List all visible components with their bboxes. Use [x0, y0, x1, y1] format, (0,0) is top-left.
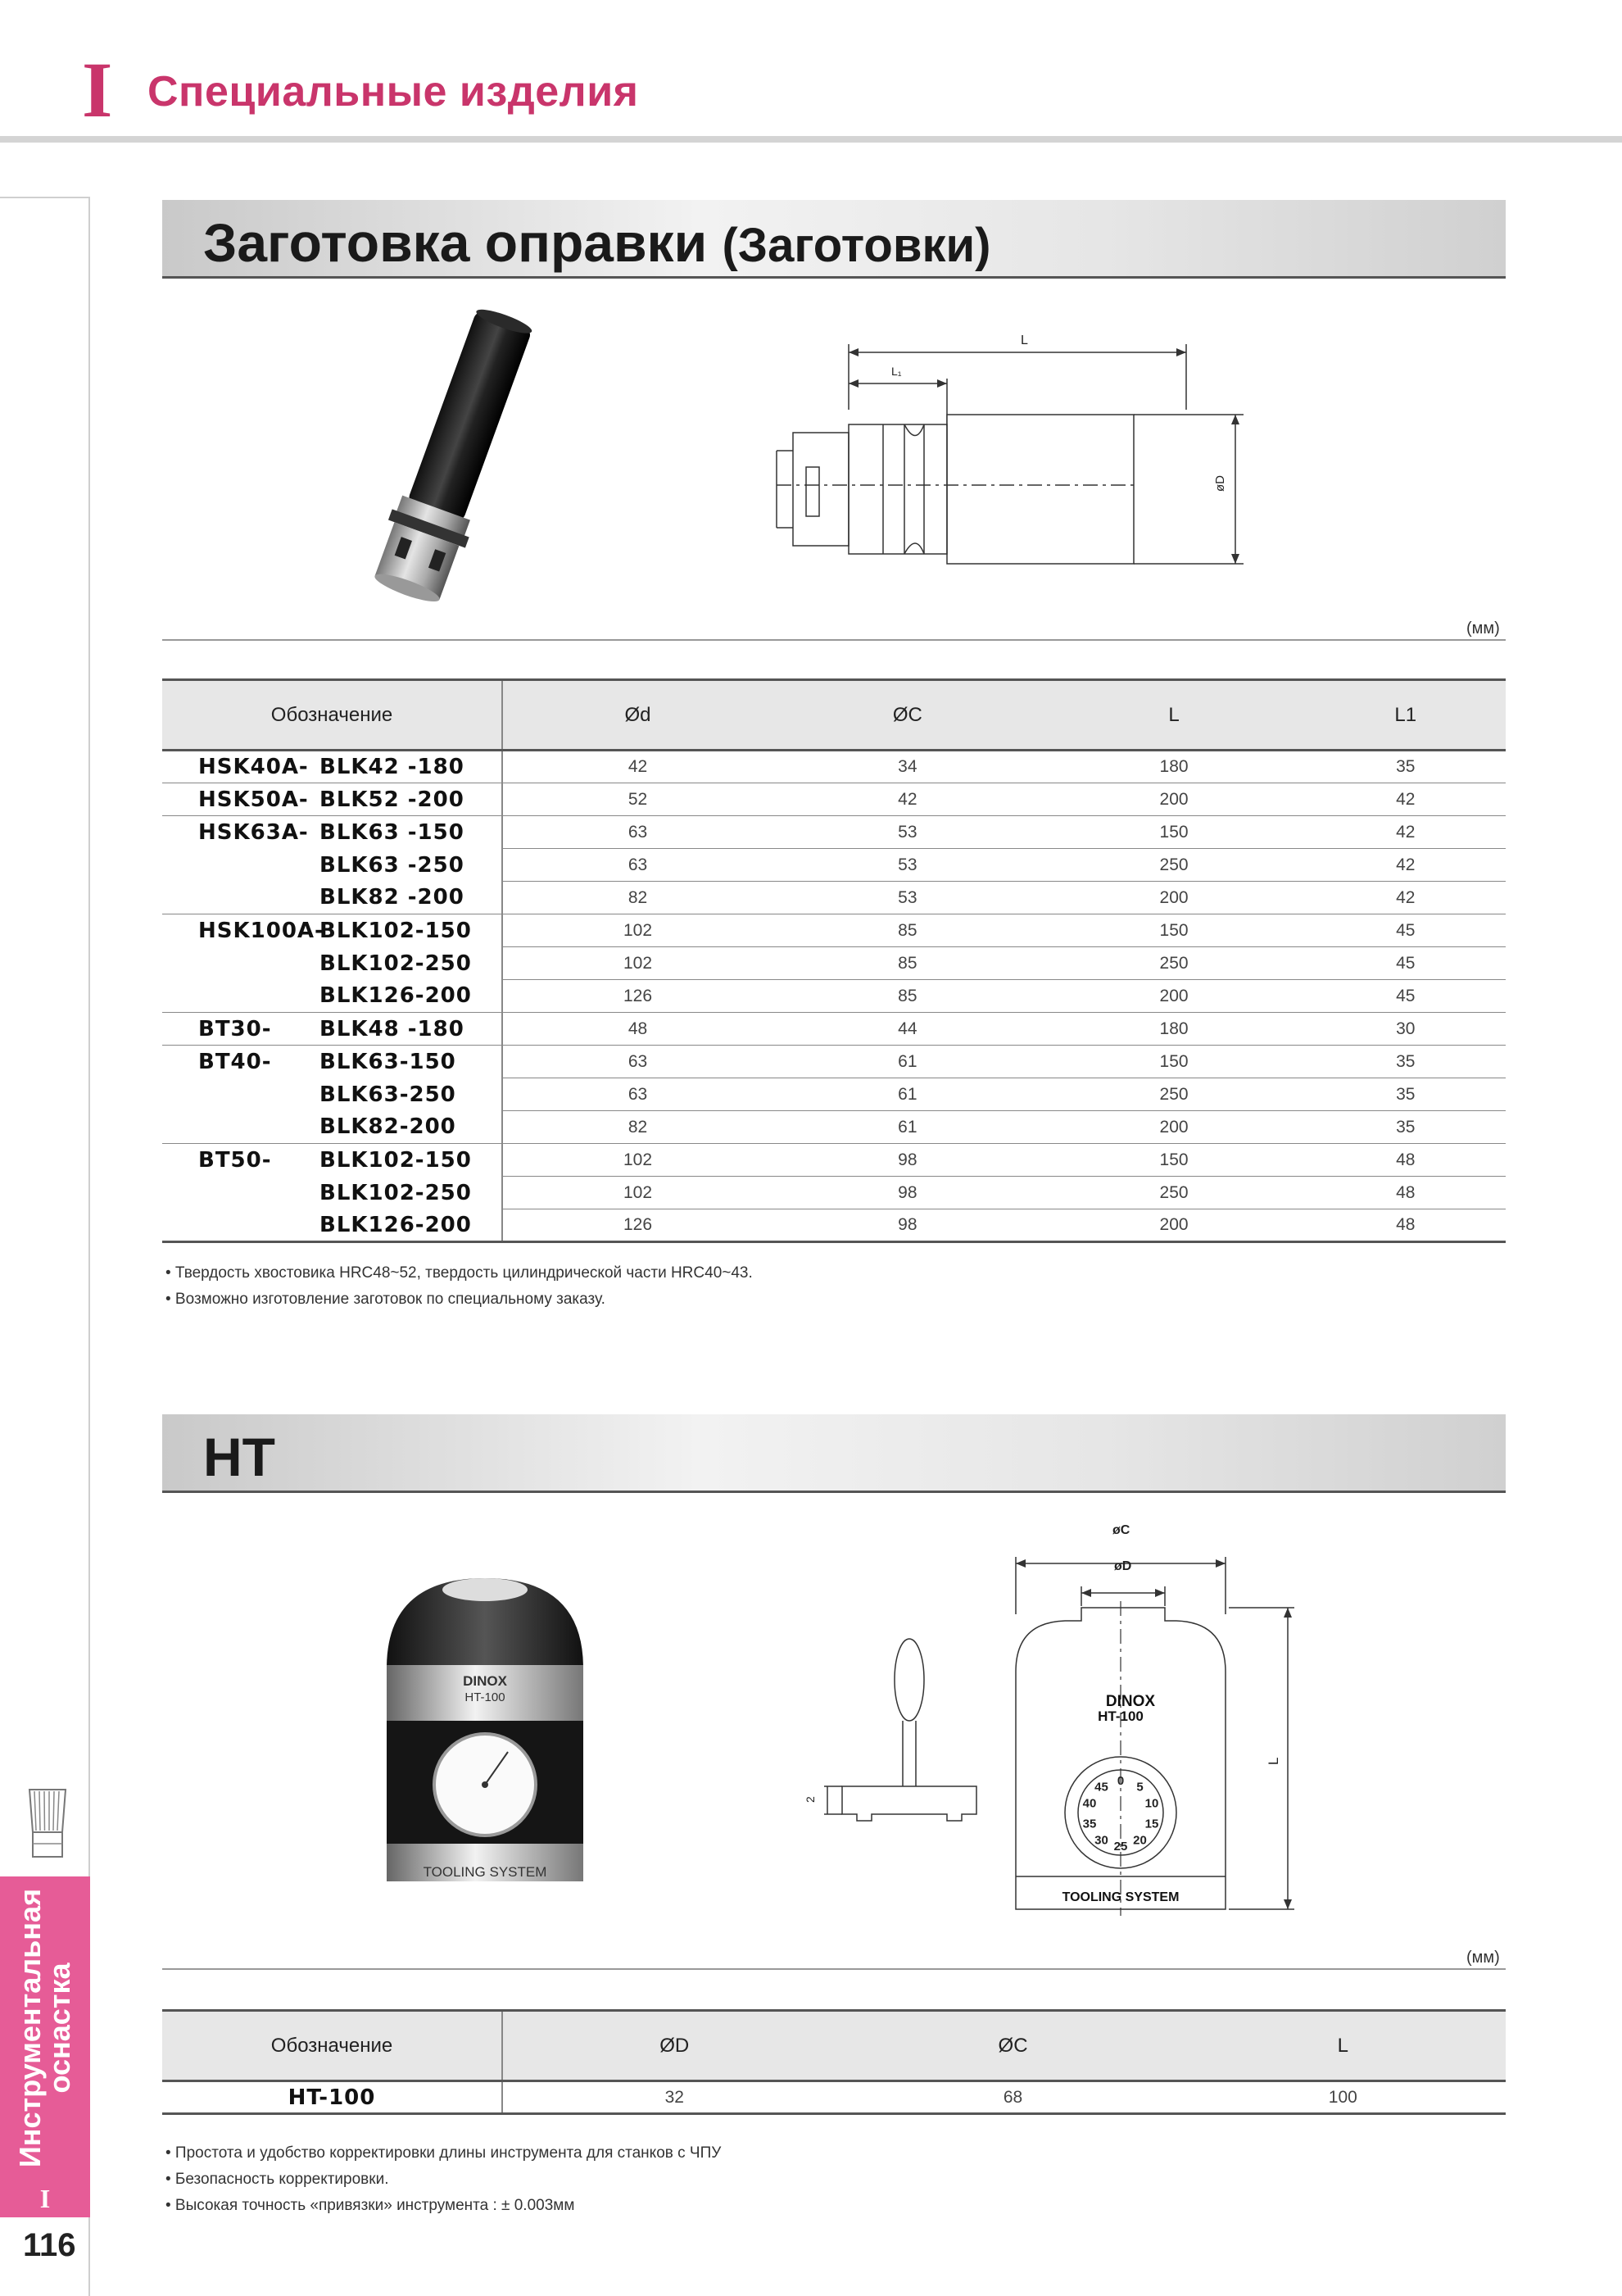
section2-title: HT	[203, 1427, 275, 1487]
cell-l1: 42	[1306, 816, 1506, 849]
cell-c: 85	[772, 947, 1043, 980]
blank-arbor-drawing	[760, 328, 1268, 574]
table-row	[162, 783, 1506, 816]
side-tab-line2: оснастка	[43, 1962, 76, 2094]
chapter-title: Специальные изделия	[147, 68, 639, 116]
cell-l: 180	[1043, 1013, 1306, 1046]
designation-prefix: HSK40A-	[198, 755, 309, 779]
section1-title: Заготовка оправки	[203, 212, 708, 273]
drawing-label-l: L	[1021, 334, 1028, 347]
cell-d: 102	[502, 1177, 772, 1209]
cell-d: 48	[502, 1013, 772, 1046]
designation-model: BLK126-200	[319, 983, 472, 1009]
drawing-footer: TOOLING SYSTEM	[1062, 1890, 1180, 1904]
designation-prefix: BT40-	[198, 1049, 272, 1074]
designation-prefix: HSK50A-	[198, 787, 309, 812]
cell-c: 61	[772, 1078, 1043, 1111]
blank-arbor-photo	[352, 303, 549, 615]
cell-c: 85	[772, 980, 1043, 1013]
cell-l: 250	[1043, 947, 1306, 980]
cell-designation: HT-100	[162, 2081, 502, 2114]
cell-d: 63	[502, 816, 772, 849]
designation-model: BLK102-150	[319, 1147, 472, 1173]
designation-model: BLK82-200	[319, 1114, 456, 1140]
section1-rule	[162, 639, 1506, 641]
page-number: 116	[23, 2227, 76, 2263]
table-row	[162, 2081, 1506, 2114]
table-header-row	[162, 680, 1506, 751]
dial-number: 35	[1082, 1817, 1097, 1831]
section2-banner	[162, 1414, 1506, 1493]
photo-model: HT-100	[464, 1690, 505, 1704]
cell-designation	[162, 1013, 502, 1046]
cell-l1: 42	[1306, 882, 1506, 914]
table-row	[162, 1144, 1506, 1177]
ht100-drawing	[786, 1516, 1311, 1942]
designation-model: BLK102-250	[319, 1180, 472, 1205]
drawing-label-c: øC	[1112, 1523, 1130, 1537]
col-header-designation: Обозначение	[162, 680, 502, 751]
cell-designation	[162, 882, 502, 914]
cell-c: 98	[772, 1209, 1043, 1242]
table-row	[162, 816, 1506, 849]
cell-c: 53	[772, 882, 1043, 914]
table-row	[162, 947, 1506, 980]
table-row	[162, 1078, 1506, 1111]
cell-d: 126	[502, 1209, 772, 1242]
cell-l1: 35	[1306, 1046, 1506, 1078]
cell-d: 102	[502, 1144, 772, 1177]
table-row	[162, 882, 1506, 914]
cell-c: 85	[772, 914, 1043, 947]
designation-model: BLK52 -200	[319, 787, 464, 812]
drawing-model: HT-100	[1098, 1708, 1144, 1724]
drawing-label-2: 2	[804, 1796, 817, 1803]
cell-l: 200	[1043, 1209, 1306, 1242]
designation-model: BLK102-250	[319, 951, 472, 976]
side-top-line	[0, 197, 90, 198]
cell-c: 98	[772, 1144, 1043, 1177]
blank-arbor-table	[162, 678, 1506, 1243]
cell-d: 102	[502, 947, 772, 980]
designation-model: BLK63 -150	[319, 819, 464, 845]
table-row	[162, 751, 1506, 783]
cell-d: 82	[502, 1111, 772, 1144]
section2-rule	[162, 1968, 1506, 1970]
cell-designation	[162, 816, 502, 849]
table-row	[162, 914, 1506, 947]
cell-l: 250	[1043, 1177, 1306, 1209]
cell-l: 150	[1043, 914, 1306, 947]
section2-unit: (мм)	[1466, 1949, 1500, 1967]
ht100-photo	[378, 1570, 591, 1898]
photo-brand: DINOX	[463, 1673, 507, 1689]
cell-l1: 48	[1306, 1144, 1506, 1177]
cell-d: 63	[502, 1046, 772, 1078]
blank-arbor-table-body	[162, 751, 1506, 1242]
cell-c: 61	[772, 1111, 1043, 1144]
drawing-label-l2: L	[1266, 1757, 1281, 1765]
dial-number: 10	[1144, 1796, 1159, 1811]
col-header-d: ØD	[502, 2011, 845, 2081]
cell-l1: 42	[1306, 783, 1506, 816]
cell-d: 52	[502, 783, 772, 816]
section1-banner	[162, 200, 1506, 279]
cell-c: 42	[772, 783, 1043, 816]
note-hardness: • Твердость хвостовика HRC48~52, твердость цилиндрической части HRC40~43.	[165, 1264, 753, 1282]
chapter-roman: I	[82, 46, 113, 134]
cell-c: 68	[845, 2081, 1180, 2114]
side-tab-line1: Инструментальная	[13, 1888, 47, 2168]
cell-l1: 45	[1306, 980, 1506, 1013]
col-header-d: Ød	[502, 680, 772, 751]
designation-prefix: HSK100A-	[198, 918, 324, 943]
cell-c: 34	[772, 751, 1043, 783]
cell-l: 100	[1180, 2081, 1506, 2114]
cell-l1: 42	[1306, 849, 1506, 882]
cell-designation	[162, 849, 502, 882]
col-header-c: ØC	[845, 2011, 1180, 2081]
note-accuracy: • Высокая точность «привязки» инструмента : ± 0.003мм	[165, 2197, 575, 2214]
cell-l: 200	[1043, 1111, 1306, 1144]
cell-l: 150	[1043, 1046, 1306, 1078]
cell-c: 61	[772, 1046, 1043, 1078]
designation-model: BLK102-150	[319, 918, 472, 943]
table-row	[162, 1209, 1506, 1242]
dial-number: 20	[1133, 1833, 1147, 1848]
cell-d: 102	[502, 914, 772, 947]
section1-subtitle: (Заготовки)	[722, 219, 991, 272]
cell-l1: 35	[1306, 1111, 1506, 1144]
section1-notes	[165, 1260, 753, 1313]
cell-designation	[162, 1144, 502, 1177]
cell-l: 250	[1043, 849, 1306, 882]
cell-l: 250	[1043, 1078, 1306, 1111]
cell-designation	[162, 783, 502, 816]
cell-c: 44	[772, 1013, 1043, 1046]
table-row	[162, 849, 1506, 882]
cell-l1: 48	[1306, 1177, 1506, 1209]
cell-l1: 35	[1306, 1078, 1506, 1111]
cell-d: 32	[502, 2081, 845, 2114]
drawing-label-l1: L₁	[891, 365, 902, 378]
section2-notes	[165, 2140, 721, 2219]
dial-number: 5	[1136, 1780, 1144, 1795]
col-header-l1: L1	[1306, 680, 1506, 751]
cell-l1: 45	[1306, 914, 1506, 947]
designation-prefix: BT30-	[198, 1016, 272, 1041]
cell-l: 150	[1043, 1144, 1306, 1177]
cell-c: 53	[772, 849, 1043, 882]
section1-unit: (мм)	[1466, 619, 1500, 638]
photo-footer: TOOLING SYSTEM	[423, 1864, 547, 1880]
designation-prefix: BT50-	[198, 1147, 272, 1173]
cell-c: 53	[772, 816, 1043, 849]
col-header-designation: Обозначение	[162, 2011, 502, 2081]
cell-l1: 45	[1306, 947, 1506, 980]
cell-designation	[162, 1046, 502, 1078]
dial-number: 25	[1113, 1840, 1128, 1854]
cell-designation	[162, 914, 502, 947]
cell-designation	[162, 980, 502, 1013]
dial-number: 45	[1094, 1780, 1108, 1795]
cell-d: 42	[502, 751, 772, 783]
cell-designation	[162, 751, 502, 783]
cell-designation	[162, 1111, 502, 1144]
designation-model: BLK63-150	[319, 1049, 456, 1074]
table-row	[162, 1177, 1506, 1209]
dial-number: 15	[1144, 1817, 1159, 1831]
cell-d: 82	[502, 882, 772, 914]
dial-number: 40	[1082, 1796, 1097, 1811]
cell-l1: 35	[1306, 751, 1506, 783]
dial-number: 0	[1117, 1774, 1125, 1788]
cell-l: 200	[1043, 980, 1306, 1013]
cell-d: 126	[502, 980, 772, 1013]
drawing-label-d: øD	[1213, 475, 1227, 492]
cell-l: 180	[1043, 751, 1306, 783]
cell-designation	[162, 947, 502, 980]
cell-l: 150	[1043, 816, 1306, 849]
table-row	[162, 1046, 1506, 1078]
table-header-row	[162, 2011, 1506, 2081]
cell-d: 63	[502, 1078, 772, 1111]
note-safety: • Безопасность корректировки.	[165, 2171, 389, 2188]
col-header-c: ØC	[772, 680, 1043, 751]
table-row	[162, 980, 1506, 1013]
cell-l: 200	[1043, 783, 1306, 816]
col-header-l: L	[1043, 680, 1306, 751]
drawing-label-d2: øD	[1114, 1559, 1132, 1573]
cell-designation	[162, 1209, 502, 1242]
cell-c: 98	[772, 1177, 1043, 1209]
side-tab	[0, 1876, 90, 2180]
cell-l: 200	[1043, 882, 1306, 914]
cell-l1: 30	[1306, 1013, 1506, 1046]
dial-number: 30	[1094, 1833, 1108, 1848]
designation-model: BLK63-250	[319, 1082, 456, 1107]
designation-model: BLK42 -180	[319, 755, 464, 779]
designation-prefix: HSK63A-	[198, 819, 309, 845]
col-header-l: L	[1180, 2011, 1506, 2081]
ht100-table	[162, 2009, 1506, 2115]
drawing-brand: DINOX	[1105, 1693, 1156, 1710]
designation-model: BLK63 -250	[319, 852, 464, 878]
note-ease: • Простота и удобство корректировки длины инструмента для станков с ЧПУ	[165, 2144, 722, 2162]
table-row	[162, 1111, 1506, 1144]
side-roman: I	[0, 2180, 90, 2217]
cell-d: 63	[502, 849, 772, 882]
header-rule	[0, 136, 1622, 143]
collet-icon	[25, 1786, 70, 1865]
note-special-order: • Возможно изготовление заготовок по специальному заказу.	[165, 1291, 605, 1308]
cell-designation	[162, 1078, 502, 1111]
table-row	[162, 1013, 1506, 1046]
designation-model: BLK126-200	[319, 1212, 472, 1237]
designation-model: BLK48 -180	[319, 1016, 464, 1041]
designation-model: BLK82 -200	[319, 885, 464, 910]
cell-designation	[162, 1177, 502, 1209]
cell-l1: 48	[1306, 1209, 1506, 1242]
